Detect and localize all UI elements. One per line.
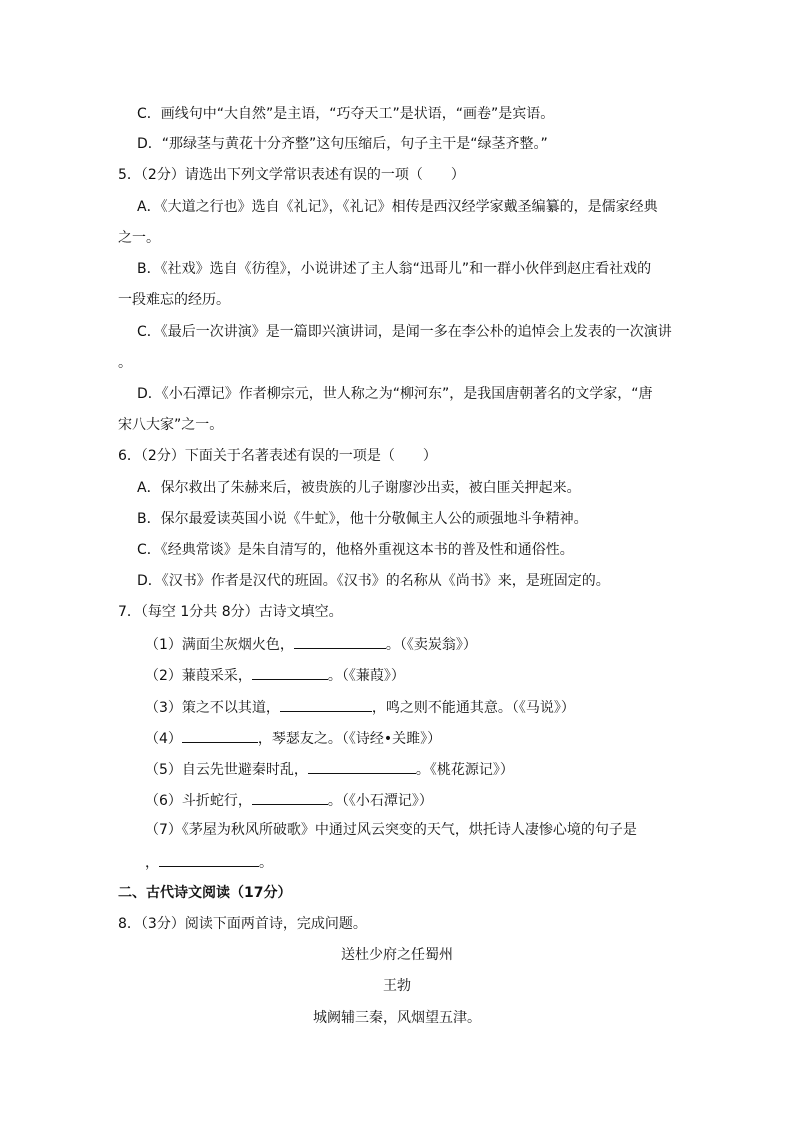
- q5-stem: 5．（2分）请选出下列文学常识表述有误的一项（ ）: [118, 167, 465, 183]
- q7-stem: 7．（每空 1分共 8分）古诗文填空。: [118, 604, 343, 620]
- q4-option-c: C．画线句中“大自然”是主语，“巧夺天工”是状语，“画卷”是宾语。: [137, 106, 555, 122]
- q7-item-7-blank[interactable]: [159, 852, 259, 867]
- q7-item-2-blank[interactable]: [252, 665, 328, 680]
- q7-item-2-after: 。（《蒹葭》）: [327, 668, 405, 684]
- q8-stem: 8．（3分）阅读下面两首诗，完成问题。: [118, 916, 367, 932]
- q5-option-d: D．《小石潭记》作者柳宗元，世人称之为“柳河东”，是我国唐朝著名的文学家，“唐: [137, 386, 653, 402]
- q7-item-5: [145, 759, 514, 779]
- q7-item-1-blank[interactable]: [294, 634, 386, 649]
- q5-option-c-cont: 。: [118, 355, 132, 371]
- q7-item-6-blank[interactable]: [252, 790, 328, 805]
- q7-item-2: [145, 665, 405, 685]
- q7-item-7-cont: [145, 852, 273, 872]
- q7-item-3-after: ，鸣之则不能通其意。（《马说》）: [371, 700, 575, 716]
- q7-item-5-before: （5）自云先世避秦时乱，: [145, 762, 308, 778]
- q7-item-1: [145, 634, 477, 654]
- q5-option-c: C．《最后一次讲演》是一篇即兴演讲词，是闻一多在李公朴的追悼会上发表的一次演讲: [137, 324, 672, 340]
- q7-item-5-after: 。《桃花源记》）: [415, 762, 514, 778]
- q6-stem: 6．（2分）下面关于名著表述有误的一项是（ ）: [118, 448, 437, 464]
- q7-item-7-before: ，: [145, 855, 159, 871]
- q5-option-b: B．《社戏》选自《彷徨》，小说讲述了主人翁“迅哥儿”和一群小伙伴到赵庄看社戏的: [137, 261, 652, 277]
- q7-item-7: （7）《茅屋为秋风所破歌》中通过风云突变的天气，烘托诗人凄惨心境的句子是: [145, 822, 637, 838]
- q6-option-b: B．保尔最爱读英国小说《牛虻》，他十分敬佩主人公的顽强地斗争精神。: [137, 511, 588, 527]
- q7-item-1-before: （1）满面尘灰烟火色，: [145, 637, 294, 653]
- q6-option-a: A．保尔救出了朱赫来后，被贵族的儿子谢廖沙出卖，被白匪关押起来。: [137, 480, 581, 496]
- poem-line: 城阙辅三秦，风烟望五津。: [313, 1010, 481, 1026]
- q7-item-6-after: 。（《小石潭记》）: [327, 793, 433, 809]
- q4-option-d: D．“那绿茎与黄花十分齐整”这句压缩后，句子主干是“绿茎齐整。”: [137, 136, 548, 152]
- q7-item-6: [145, 790, 433, 810]
- q7-item-4-before: （4）: [145, 731, 182, 747]
- q7-item-3-before: （3）策之不以其道，: [145, 700, 280, 716]
- q7-item-3: [145, 697, 575, 717]
- q7-item-1-after: 。（《卖炭翁》）: [385, 637, 477, 653]
- q7-item-4-after: ，琴瑟友之。（《诗经•关雎》）: [257, 731, 442, 747]
- q5-option-a: A．《大道之行也》选自《礼记》，《礼记》相传是西汉经学家戴圣编纂的，是儒家经典: [137, 199, 658, 215]
- section-heading: 二、古代诗文阅读（17分）: [118, 885, 292, 901]
- q6-option-d: D．《汉书》作者是汉代的班固。《汉书》的名称从《尚书》来，是班固定的。: [137, 573, 610, 589]
- poem-author: 王勃: [383, 978, 411, 994]
- q5-option-a-cont: 之一。: [118, 230, 160, 246]
- q7-item-2-before: （2）蒹葭采采，: [145, 668, 252, 684]
- q6-option-c: C．《经典常谈》是朱自清写的，他格外重视这本书的普及性和通俗性。: [137, 542, 574, 558]
- q7-item-3-blank[interactable]: [280, 697, 372, 712]
- q7-item-5-blank[interactable]: [308, 759, 416, 774]
- poem-title: 送杜少府之任蜀州: [341, 947, 453, 963]
- q7-item-7-after: 。: [259, 855, 273, 871]
- q7-item-6-before: （6）斗折蛇行，: [145, 793, 252, 809]
- q5-option-d-cont: 宋八大家”之一。: [118, 417, 224, 433]
- q7-item-4-blank[interactable]: [182, 728, 258, 743]
- q5-option-b-cont: 一段难忘的经历。: [118, 292, 230, 308]
- q7-item-4: [145, 728, 441, 748]
